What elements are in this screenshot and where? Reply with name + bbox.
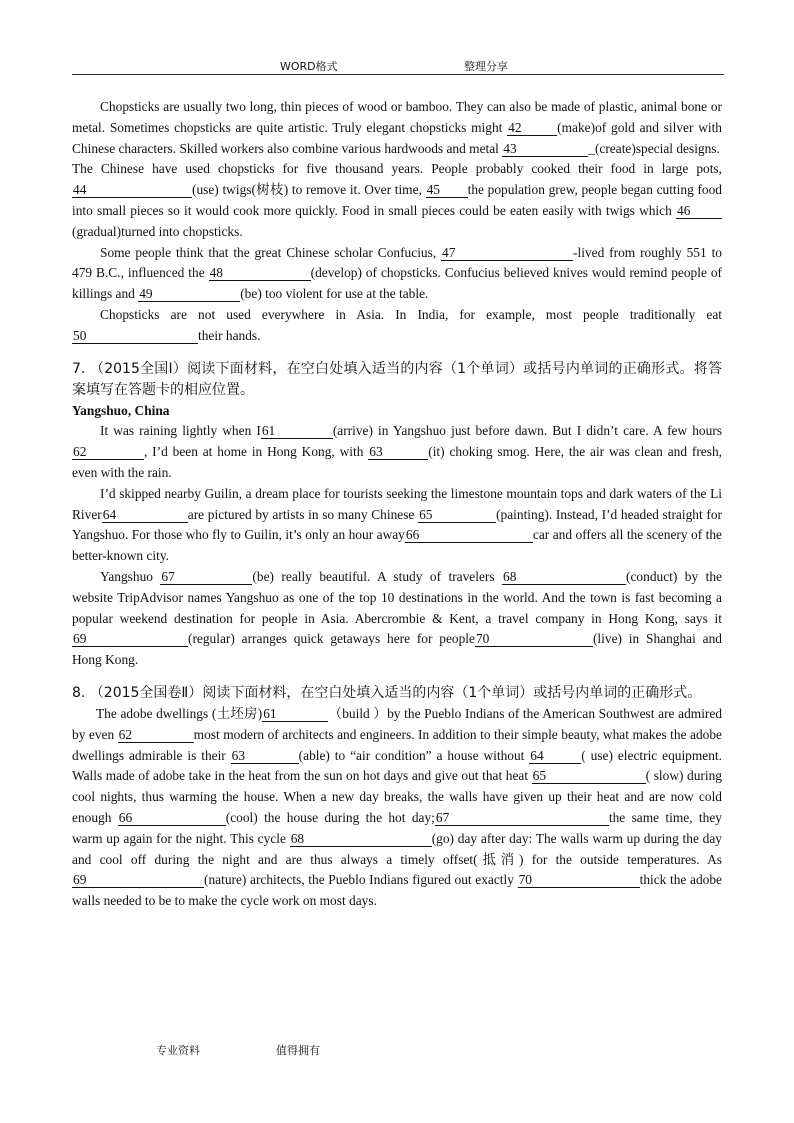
text-run: car and offers all the scenery of the better-known city. [72, 527, 722, 564]
text-run: (conduct) by the website TripAdvisor names Yangshuo as one of the top 10 destinations in the world. And the town is fast becoming a popular weekend destination for people in Asia. Abercrombie & Kent, a travel company in Hong Kong, says it [72, 568, 722, 626]
page-header [72, 58, 724, 75]
document-body [72, 97, 722, 912]
text-run: Chopsticks are not used everywhere in Asia. In India, for example, most people traditionally eat [100, 306, 722, 322]
text-run: _(create)special designs. [588, 140, 720, 156]
text-run: (be) really beautiful. A study of travelers [252, 568, 503, 584]
text-run: (painting). Instead, I’d headed straight for Yangshuo. For those who fly to Guilin, it’s only an hour away [72, 506, 722, 543]
header-format-label: WORD格式 [280, 60, 338, 73]
text-run: ( slow) during cool nights, thus warming the house. When a new day breaks, the walls have given up their heat and are now cold enough [72, 768, 722, 825]
footer-professional-label: 专业资料 [156, 1044, 200, 1057]
text-run: (be) too violent for use at the table. [240, 286, 429, 302]
answer-blank-49[interactable]: 49 [138, 286, 240, 302]
answer-blank-69-adobe[interactable]: 69 [72, 872, 204, 888]
text-run: Chopsticks are usually two long, thin pieces of wood or bamboo. They can also be made of plastic, animal bone or metal. Sometimes chopsticks are quite artistic. Truly elegant chopsticks might [72, 99, 722, 135]
text-run: The adobe dwellings (土坯房) [96, 705, 263, 721]
answer-blank-43[interactable]: 43 [502, 141, 588, 157]
answer-blank-44[interactable]: 44 [72, 182, 192, 198]
text-run: （build ）by the Pueblo Indians of the American Southwest are admired by even [72, 705, 723, 742]
text-run: (able) to “air condition” a house without [298, 747, 530, 763]
header-share-label: 整理分享 [464, 60, 508, 73]
answer-blank-66-adobe[interactable]: 66 [118, 810, 226, 826]
answer-blank-68[interactable]: 68 [502, 569, 626, 585]
text-run: The Chinese have used chopsticks for five thousand years. People probably cooked their food in large pots, [72, 161, 722, 177]
text-run: It was raining lightly when I [100, 423, 261, 439]
answer-blank-42[interactable]: 42 [507, 120, 557, 136]
text-run: (make)of gold and silver with Chinese characters. Skilled workers also combine various hardwoods and metal [72, 119, 722, 156]
text-run: ( use) electric equipment. Walls made of adobe take in the heat from the sun on hot days and give out that heat [72, 747, 723, 784]
chopsticks-paragraph-1 [72, 97, 722, 159]
answer-blank-48[interactable]: 48 [209, 265, 311, 281]
answer-blank-64-adobe[interactable]: 64 [529, 748, 581, 764]
text-run: Yangshuo [100, 568, 161, 584]
text-run: (arrive) in Yangshuo just before dawn. But I didn’t care. A few hours [332, 423, 722, 439]
text-run: (nature) architects, the Pueblo Indians figured out exactly [204, 872, 518, 888]
text-run: -lived from roughly 551 to 479 B.C., influenced the [72, 244, 722, 281]
answer-blank-68-adobe[interactable]: 68 [290, 831, 432, 847]
answer-blank-63[interactable]: 63 [368, 444, 428, 460]
text-run: Some people think that the great Chinese scholar Confucius, [100, 244, 442, 260]
question-8-heading: 8. （2015全国卷Ⅱ）阅读下面材料，在空白处填入适当的内容（1个单词）或括号内单词的正确形式。 [72, 684, 702, 701]
yangshuo-paragraph-1 [72, 421, 722, 483]
answer-blank-46[interactable]: 46 [676, 203, 722, 219]
chopsticks-paragraph-3 [72, 243, 722, 305]
text-run: the population grew, people began cutting food into small pieces so it would cook more quickly. Food in small pieces could be eaten easily with twigs which [72, 182, 722, 218]
text-run: (use) twigs(树枝) to remove it. Over time, [192, 182, 426, 198]
text-run: (regular) arranges quick getaways here for people [188, 631, 475, 647]
answer-blank-67-adobe[interactable]: 67 [435, 810, 609, 826]
spacer [72, 671, 722, 683]
answer-blank-61-adobe[interactable]: 61 [262, 706, 328, 722]
answer-blank-50[interactable]: 50 [72, 328, 198, 344]
answer-blank-64[interactable]: 64 [102, 507, 188, 523]
answer-blank-65[interactable]: 65 [418, 507, 496, 523]
question-7-heading: 7. （2015全国Ⅰ）阅读下面材料，在空白处填入适当的内容（1个单词）或括号内单词的正确形式。将答案填写在答题卡的相应位置。 [72, 360, 722, 398]
yangshuo-paragraph-3 [72, 567, 722, 671]
text-run: (gradual)turned into chopsticks. [72, 223, 243, 239]
text-run: thick the adobe walls needed to be to make the cycle work on most days. [72, 872, 722, 909]
text-run: , I’d been at home in Hong Kong, with [144, 444, 369, 460]
passage-title: Yangshuo, China [72, 402, 170, 418]
text-run: are pictured by artists in so many Chinese [187, 506, 419, 522]
answer-blank-70-adobe[interactable]: 70 [518, 872, 640, 888]
text-run: their hands. [198, 327, 261, 343]
text-run: most modern of architects and engineers. In addition to their simple beauty, what makes the adobe dwellings admirable is their [72, 726, 722, 763]
yangshuo-paragraph-2 [72, 484, 722, 567]
answer-blank-62[interactable]: 62 [72, 444, 144, 460]
spacer [72, 347, 722, 359]
answer-blank-61[interactable]: 61 [261, 423, 333, 439]
text-run: (live) in Shanghai and Hong Kong. [72, 631, 722, 668]
text-run: I’d skipped nearby Guilin, a dream place for tourists seeking the limestone mountain tops and dark waters of the Li River [72, 485, 722, 522]
footer-worth-label: 值得拥有 [276, 1044, 320, 1057]
answer-blank-69[interactable]: 69 [72, 631, 188, 647]
answer-blank-45[interactable]: 45 [426, 182, 468, 198]
answer-blank-65-adobe[interactable]: 65 [532, 768, 646, 784]
text-run: (it) choking smog. Here, the air was clean and fresh, even with the rain. [72, 444, 722, 480]
text-run: (develop) of chopsticks. Confucius believed knives would remind people of killings and [72, 265, 722, 302]
adobe-paragraph [72, 704, 722, 912]
text-run: the same time, they warm up again for the night. This cycle [72, 809, 722, 846]
text-run: (go) day after day: The walls warm up during the day and cool off during the night and are thus always a timely offset(抵消) for the outside temperatures. As [72, 830, 722, 867]
answer-blank-66[interactable]: 66 [405, 527, 533, 543]
answer-blank-70[interactable]: 70 [475, 631, 593, 647]
answer-blank-67[interactable]: 67 [160, 569, 252, 585]
answer-blank-62-adobe[interactable]: 62 [118, 727, 194, 743]
chopsticks-paragraph-4 [72, 305, 722, 347]
chopsticks-paragraph-2 [72, 159, 722, 242]
answer-blank-47[interactable]: 47 [441, 245, 573, 261]
answer-blank-63-adobe[interactable]: 63 [231, 748, 299, 764]
text-run: (cool) the house during the hot day; [225, 809, 435, 825]
